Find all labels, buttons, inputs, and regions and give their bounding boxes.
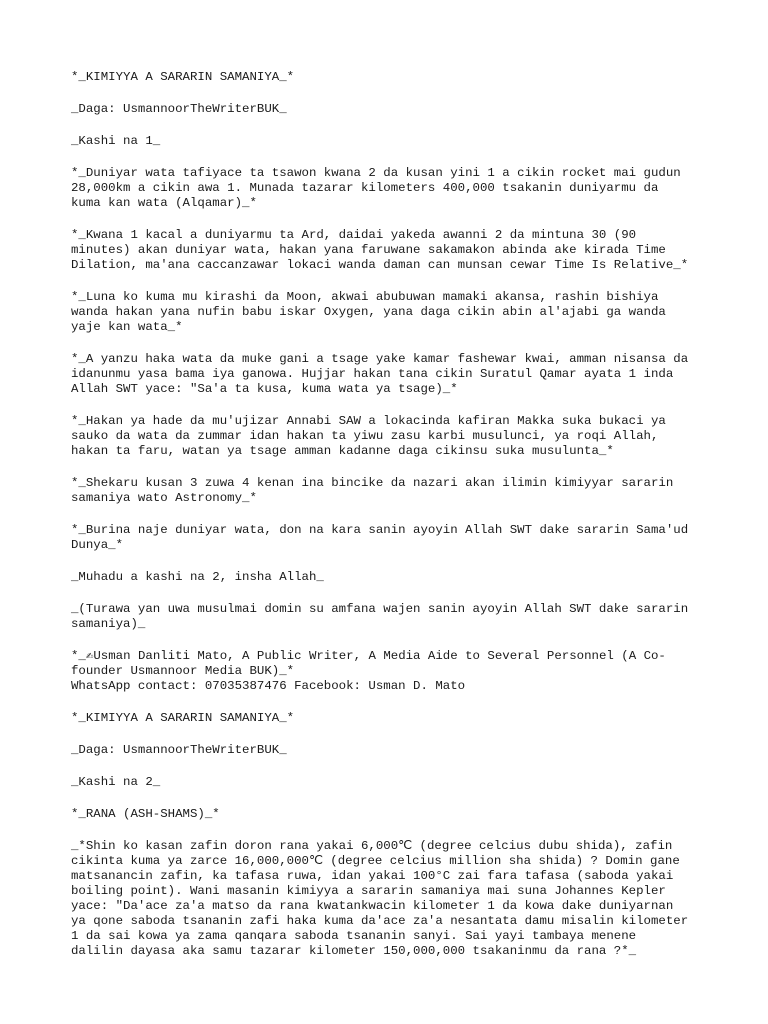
author-byline: _Daga: UsmannoorTheWriterBUK_ [71,102,287,116]
body-paragraph: *_Burina naje duniyar wata, don na kara sanin ayoyin Allah SWT dake sararin Sama'ud Dunya_* [71,523,689,552]
body-paragraph: *_A yanzu haka wata da muke gani a tsage yake kamar fashewar kwai, amman nisansa da idanunmu yasa bama iya ganowa. Hujjar hakan tana cikin Suratul Qamar ayata 1 inda Allah SWT yace: "Sa'a ta kusa, kuma wata ya tsage)_* [71,352,689,396]
document-page [71,70,711,976]
author-byline: _Daga: UsmannoorTheWriterBUK_ [71,743,287,757]
author-signature: *_✍Usman Danliti Mato, A Public Writer, A Media Aide to Several Personnel (A Co- founder Usmannoor Media BUK)_* WhatsApp contact: 07035387476 Facebook: Usman D. Mato [71,649,666,693]
share-request: _(Turawa yan uwa musulmai domin su amfana wajen sanin ayoyin Allah SWT dake sararin samaniya)_ [71,602,689,631]
part-label: _Kashi na 2_ [71,775,161,789]
part-label: _Kashi na 1_ [71,134,161,148]
body-paragraph: *_Luna ko kuma mu kirashi da Moon, akwai abubuwan mamaki akansa, rashin bishiya wanda hakan yana nufin babu iskar Oxygen, yana daga cikin abin al'ajabi ga wanda yaje kan wata_* [71,290,666,334]
article-title: *_KIMIYYA A SARARIN SAMANIYA_* [71,711,295,725]
closing-note: _Muhadu a kashi na 2, insha Allah_ [71,570,324,584]
section-heading: *_RANA (ASH-SHAMS)_* [71,807,220,821]
body-paragraph: *_Hakan ya hade da mu'ujizar Annabi SAW a lokacinda kafiran Makka suka bukaci ya sauko da wata da zummar idan hakan ta yiwu zasu karbi musulunci, ya roqi Allah, hakan ta faru, watan ya tsage amman kadanne daga cikinsu suka musulunta_* [71,414,666,458]
article-title: *_KIMIYYA A SARARIN SAMANIYA_* [71,70,295,84]
body-paragraph: *_Duniyar wata tafiyace ta tsawon kwana 2 da kusan yini 1 a cikin rocket mai gudun 28,000km a cikin awa 1. Munada tazarar kilometers 400,000 tsakanin duniyarmu da kuma kan wata (Alqamar)_* [71,166,681,210]
body-paragraph: *_Shekaru kusan 3 zuwa 4 kenan ina bincike da nazari akan ilimin kimiyyar sararin samaniya wato Astronomy_* [71,476,674,505]
body-paragraph: *_Kwana 1 kacal a duniyarmu ta Ard, daidai yakeda awanni 2 da mintuna 30 (90 minutes) akan duniyar wata, hakan yana faruwane sakamakon abinda ake kirada Time Dilation, ma'ana caccanzawar lokaci wanda daman can munsan cewar Time Is Relative_* [71,228,689,272]
body-paragraph: _*Shin ko kasan zafin doron rana yakai 6,000℃ (degree celcius dubu shida), zafin cikinta kuma ya zarce 16,000,000℃ (degree celcius million sha shida) ? Domin gane matsanancin zafin, ka tafasa ruwa, idan yakai 100°C zai fara tafasa (saboda yakai boiling point). Wani masanin kimiyya a sararin samaniya mai suna Johannes Kepler yace: "Da'ace za'a matso da rana kwatankwacin kilometer 1 da kowa dake duniyarnan ya qone saboda tsananin zafi haka kuma da'ace za'a nesantata damu misalin kilometer 1 da sai kowa ya zama qanqara saboda tsananin sanyi. Sai yayi tambaya menene dalilin dayasa aka samu tazarar kilometer 150,000,000 tsakaninmu da rana ?*_ [71,839,689,958]
